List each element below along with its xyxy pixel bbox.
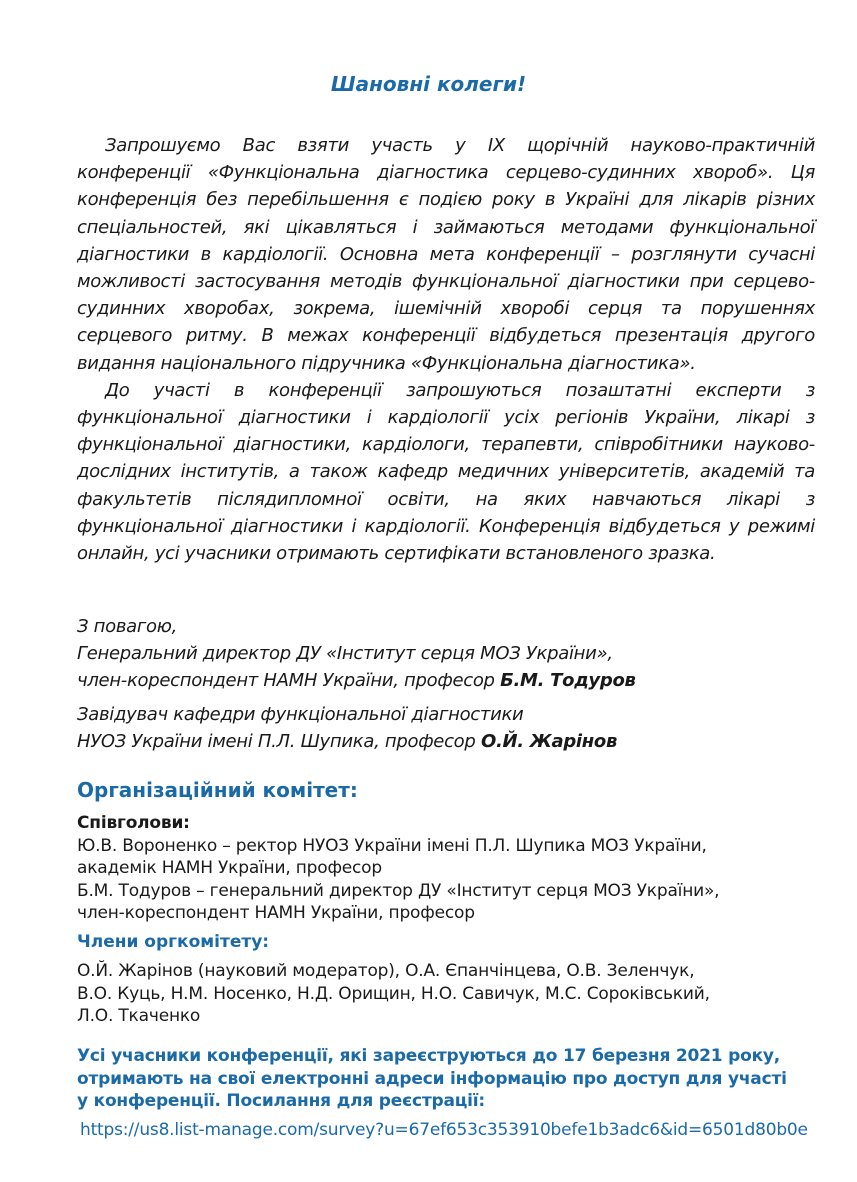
- signature-head-rank: НУОЗ України імені П.Л. Шупика, професор О.Й. Жарінов: [77, 731, 618, 752]
- registration-link[interactable]: https://us8.list-manage.com/survey?u=67ef653c353910befe1b3adc6&id=6501d80b0e: [80, 1120, 808, 1140]
- letter-paragraph-1: Запрошуємо Вас взяти участь у IX щорічній науково-практичній конференції «Функціональна діагностика серцево-судинних хвороб». Ця конференція без перебільшення є подією року в Україні для лікарів різних спеціальностей, які цікавляться і займаються методами функціональної діагностики в кардіології. Основна мета конференції – розглянути сучасні можливості застосування методів функціональної діагностики при серцево-судинних хворобах, зокрема, ішемічній хворобі серця та порушеннях серцевого ритму. В межах конференції відбудеться презентація другого видання національного підручника «Функціональна діагностика».: [77, 135, 815, 374]
- cochair-line: Ю.В. Вороненко – ректор НУОЗ України імені П.Л. Шупика МОЗ України,: [77, 835, 707, 856]
- members-label: Члени оргкомітету:: [77, 932, 270, 952]
- notice-line: у конференції. Посилання для реєстрації:: [77, 1091, 485, 1111]
- committee-title: Організаційний комітет:: [77, 778, 358, 802]
- signature-head-title: Завідувач кафедри функціональної діагностики: [77, 704, 524, 725]
- letter-paragraph-2: До участі в конференції запрошуються позаштатні експерти з функціональної діагностики і кардіології усіх регіонів України, лікарі з функціональної діагностики, кардіологи, терапевти, співробітники науково-дослідних інститутів, а також кафедр медичних університетів, академій та факультетів післядипломної освіти, на яких навчаються лікарі з функціональної діагностики і кардіології. Конференція відбудеться у режимі онлайн, усі учасники отримають сертифікати встановленого зразка.: [77, 379, 815, 565]
- signature-director-name: Б.М. Тодуров: [500, 670, 636, 691]
- cochair-line: член-кореспондент НАМН України, професор: [77, 903, 475, 923]
- cochair-line: Б.М. Тодуров – генеральний директор ДУ «Інститут серця МОЗ України»,: [77, 880, 720, 901]
- signature-closing: З повагою,: [77, 616, 178, 637]
- signature-director-title: Генеральний директор ДУ «Інститут серця МОЗ України»,: [77, 643, 613, 664]
- invitation-letter: [77, 132, 815, 567]
- cochairs-label: Співголови:: [77, 813, 190, 833]
- signature-head-of-department: [77, 701, 815, 755]
- greeting-heading: Шановні колеги!: [330, 72, 527, 96]
- cochair-line: академік НАМН України, професор: [77, 858, 382, 878]
- members-line: О.Й. Жарінов (науковий модератор), О.А. Єпанчінцева, О.В. Зеленчук,: [77, 961, 695, 981]
- members-block: [77, 960, 837, 1028]
- signature-director: [77, 613, 815, 694]
- members-line: В.О. Куць, Н.М. Носенко, Н.Д. Орищин, Н.О. Савичук, М.С. Сороківський,: [77, 983, 710, 1004]
- notice-line: Усі учасники конференції, які зареєструються до 17 березня 2021 року,: [77, 1046, 781, 1066]
- signature-head-name: О.Й. Жарінов: [480, 731, 618, 752]
- notice-line: отримають на свої електронні адреси інформацію про доступ для участі: [77, 1068, 787, 1089]
- registration-notice: [77, 1045, 837, 1113]
- cochairs-block: [77, 812, 837, 925]
- signature-director-rank: член-кореспондент НАМН України, професор Б.М. Тодуров: [77, 670, 636, 691]
- members-line: Л.О. Ткаченко: [77, 1006, 201, 1026]
